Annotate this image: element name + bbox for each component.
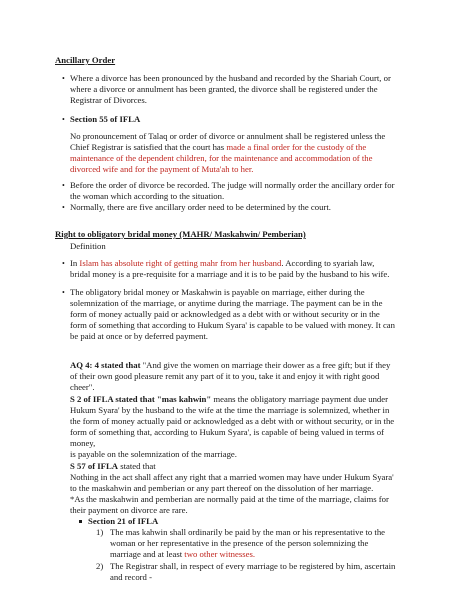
- paragraph-line: of their own good pleasure remit any part of it to you, take it and enjoy it with right good: [70, 371, 380, 381]
- paragraph-line: form of something that, according to Hukum Syara', is capable of being valued in terms of: [70, 427, 384, 437]
- paragraph-line: where a divorce or annulment has been granted, the divorce shall be registered under the: [70, 84, 378, 94]
- paragraph-line: be paid at once or by deferred payment.: [70, 331, 208, 341]
- subheading-section-55: Section 55 of IFLA: [70, 114, 141, 124]
- paragraph-line: S 2 of IFLA stated that "mas kahwin" means the obligatory marriage payment due under: [70, 394, 389, 404]
- paragraph-line: AQ 4: 4 stated that "And give the women on marriage their dower as a free gift; but if they: [70, 360, 391, 370]
- paragraph-line: *As the maskahwin and pemberian are normally paid at the time of the marriage, claims for: [70, 494, 389, 504]
- paragraph-line: and record -: [110, 572, 152, 582]
- paragraph-line: Chief Registrar is satisfied that the court has made a final order for the custody of the: [70, 142, 367, 152]
- paragraph-line: to the maskahwin and pemberian or any part thereof on the dissolution of her marriage.: [70, 483, 374, 493]
- paragraph-line: Where a divorce has been pronounced by the husband and recorded by the Shariah Court, or: [70, 73, 391, 83]
- paragraph-line: woman or her representative in the presence of the person solemnizing the: [110, 538, 369, 548]
- paragraph-line: Normally, there are five ancillary order need to be determined by the court.: [70, 202, 331, 212]
- paragraph-line: Hukum Syara' by the husband to the wife at the time the marriage is solemnized, whether in: [70, 405, 390, 415]
- paragraph-line: The mas kahwin shall ordinarily be paid by the man or his representative to the: [110, 527, 386, 537]
- bullet-icon: •: [62, 74, 65, 83]
- paragraph-line: cheer".: [70, 382, 95, 392]
- paragraph-line: divorced wife and for the payment of Muta'ah to her.: [70, 164, 254, 174]
- paragraph-line: The obligatory bridal money or Maskahwin is payable on marriage, either during the: [70, 287, 365, 297]
- heading-ancillary-order: Ancillary Order: [55, 55, 116, 65]
- list-number: 1): [96, 527, 104, 537]
- paragraph-line: No pronouncement of Talaq or order of divorce or annulment shall be registered unless the: [70, 131, 386, 141]
- paragraph-line: maintenance of the dependent children, for the maintenance and accommodation of the: [70, 153, 373, 163]
- paragraph-line: form of money actually paid or acknowledged as a debt with or without security or in the: [70, 309, 380, 319]
- paragraph-line: Before the order of divorce be recorded. The judge will normally order the ancillary order for: [70, 180, 395, 190]
- bullet-icon: •: [62, 259, 65, 268]
- heading-bridal-money: Right to obligatory bridal money (MAHR/ Maskahwin/ Pemberian): [55, 229, 306, 239]
- paragraph-line: solemnization of the marriage, or anytime during the marriage. The payment can be in the: [70, 298, 383, 308]
- paragraph-line: the form of money actually paid or acknowledged as a debt with or without security, or in the: [70, 416, 395, 426]
- bullet-icon: •: [62, 203, 65, 212]
- paragraph-line: The Registrar shall, in respect of every marriage to be registered by him, ascertain: [110, 561, 396, 571]
- paragraph-line: In Islam has absolute right of getting mahr from her husband. According to syariah law,: [70, 258, 375, 268]
- list-number: 2): [96, 561, 104, 571]
- bullet-icon: •: [62, 181, 65, 190]
- paragraph-line: money,: [70, 438, 96, 448]
- paragraph-line: marriage and at least two other witnesses.: [110, 549, 255, 559]
- square-bullet-icon: [79, 520, 82, 523]
- paragraph-line: bridal money is a pre-requisite for a marriage and it is to be paid by the husband to his wife.: [70, 269, 390, 279]
- paragraph-line: the woman which according to the situation.: [70, 191, 225, 201]
- paragraph-line: Nothing in the act shall affect any right that a married women may have under Hukum Syara': [70, 472, 394, 482]
- subheading-definition: Definition: [70, 241, 106, 251]
- bullet-icon: •: [62, 115, 65, 124]
- paragraph-line: is payable on the solemnization of the marriage.: [70, 449, 237, 459]
- paragraph-line: Registrar of Divorces.: [70, 95, 147, 105]
- paragraph-line: S 57 of IFLA stated that: [70, 461, 156, 471]
- paragraph-line: form of something that according to Hukum Syara' is capable to be valued with money. It can: [70, 320, 396, 330]
- bullet-icon: •: [62, 288, 65, 297]
- subheading-section-21: Section 21 of IFLA: [88, 516, 159, 526]
- paragraph-line: their payment on divorce are rare.: [70, 505, 188, 515]
